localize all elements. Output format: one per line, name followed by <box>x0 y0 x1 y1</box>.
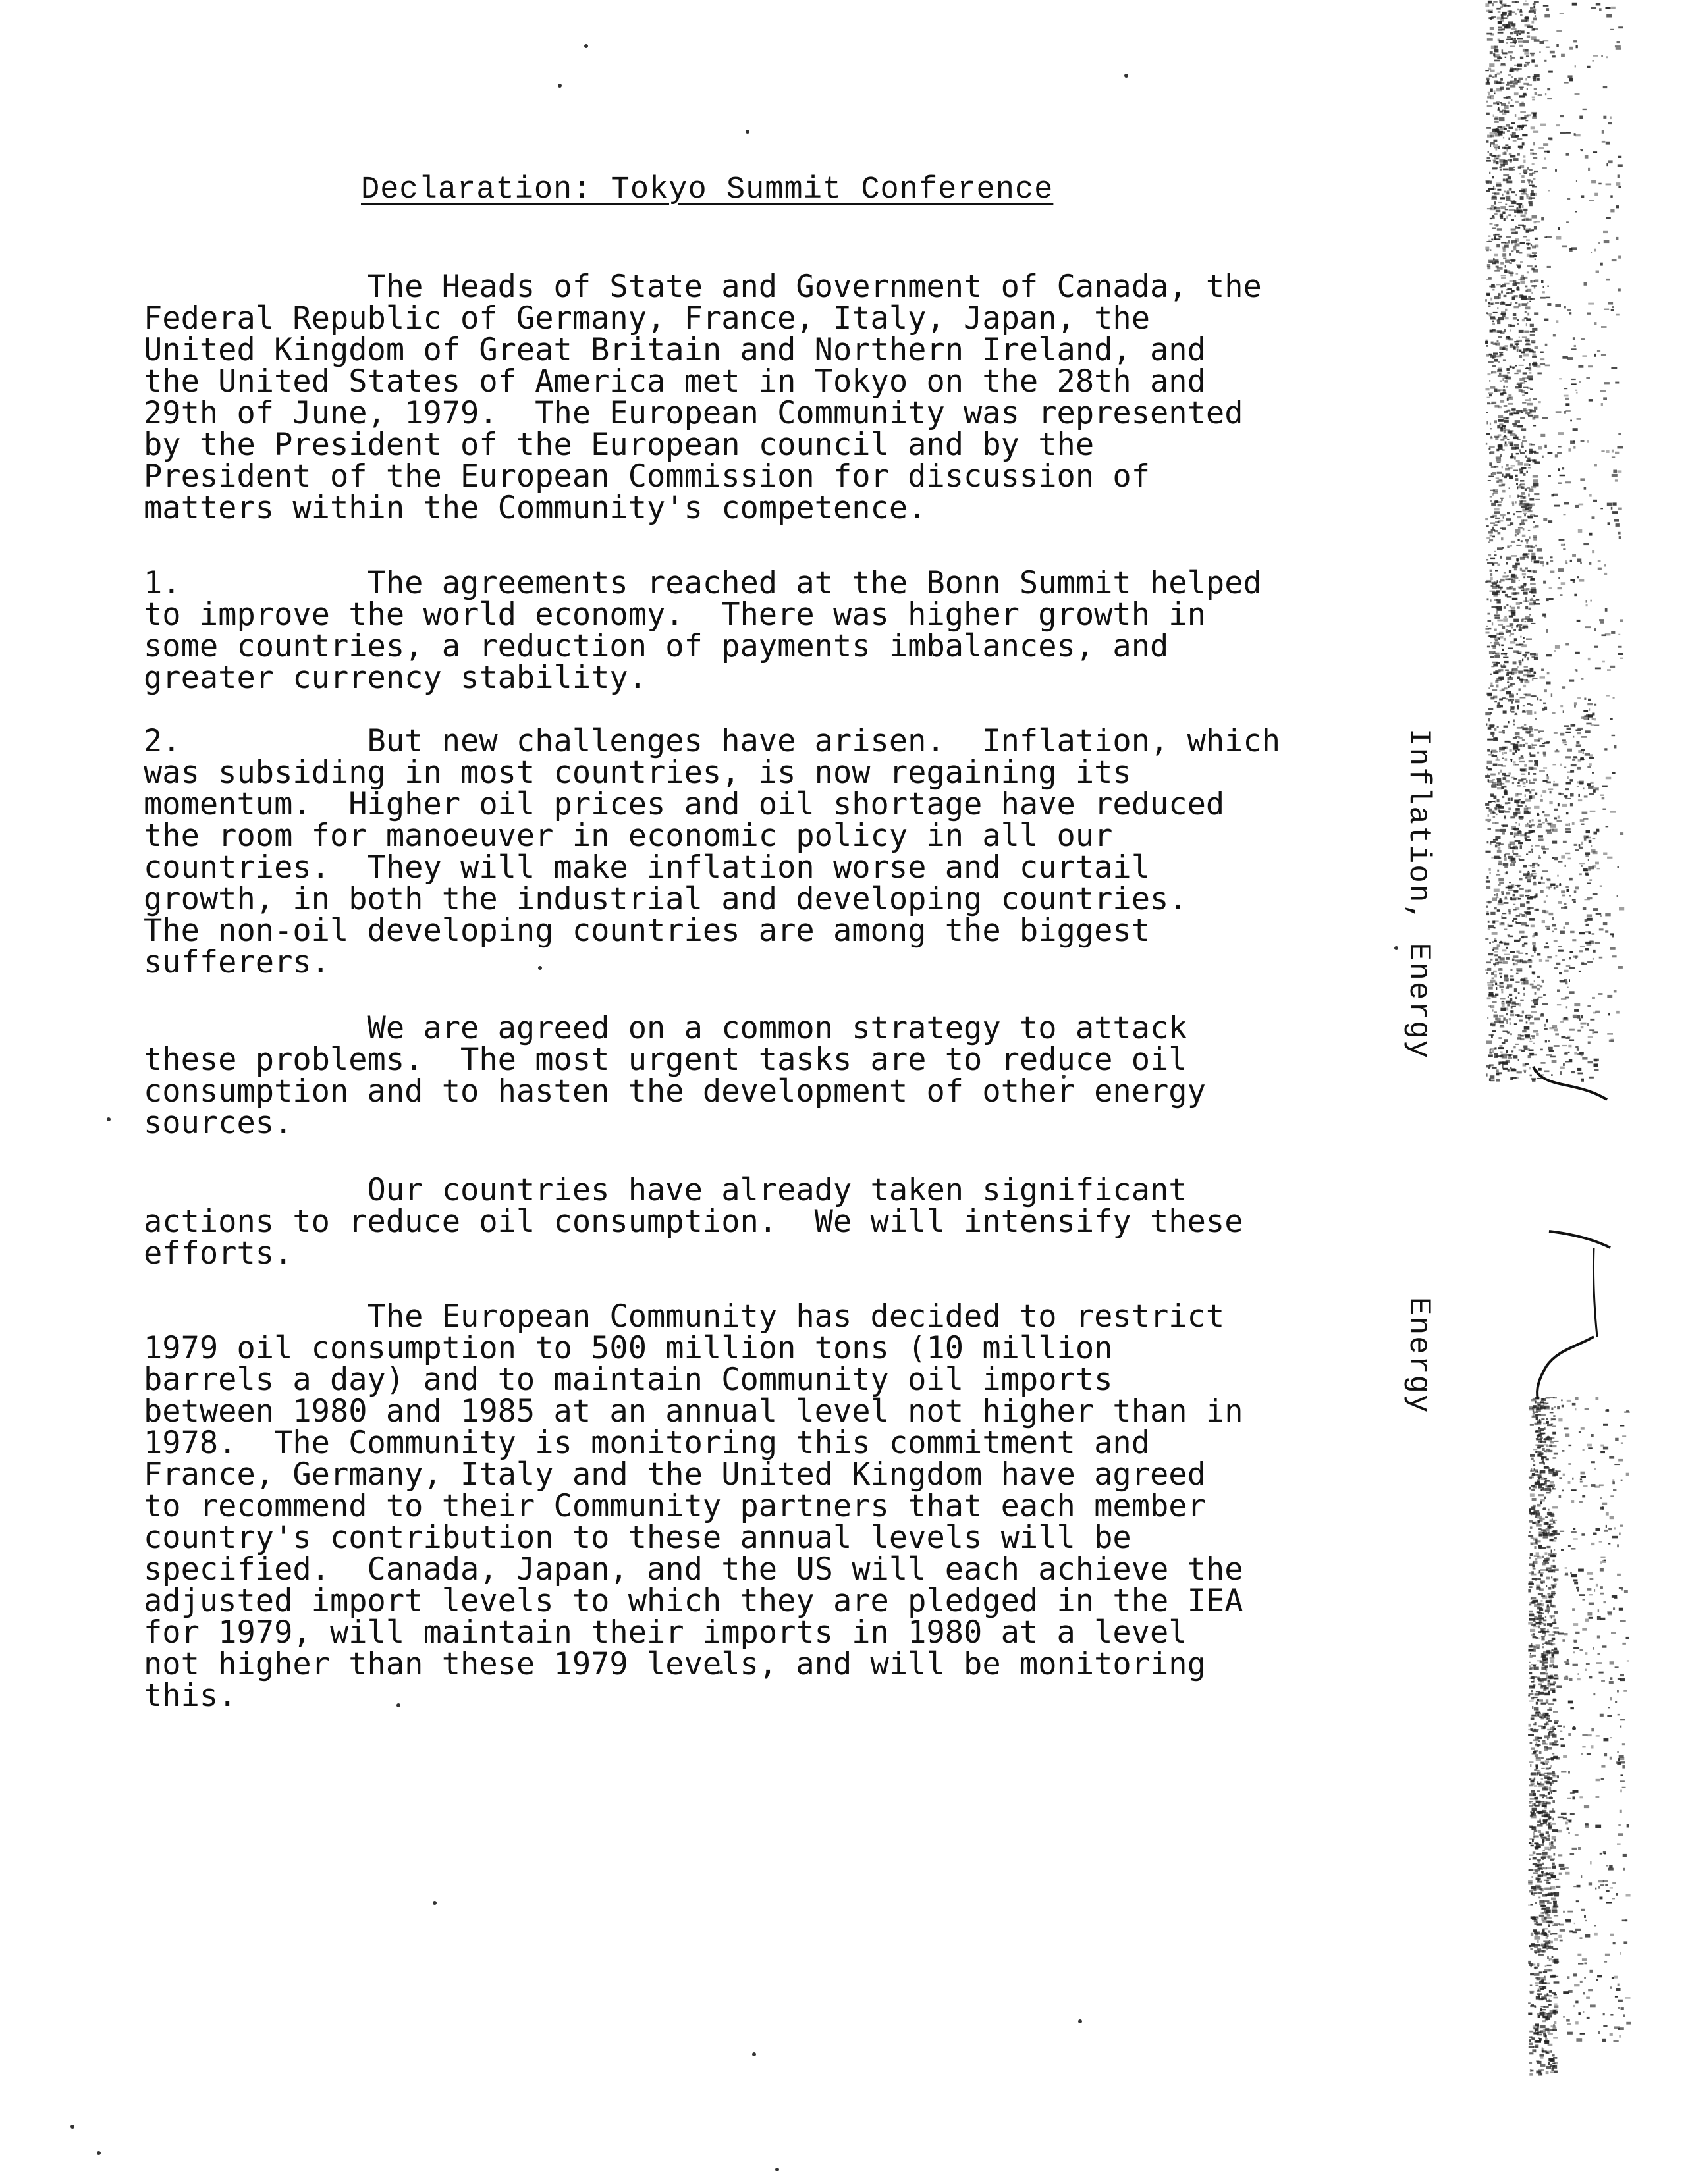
strategy-paragraph: We are agreed on a common strategy to attack these problems. The most urgent tasks are to reduce oil consumption and to hasten the development of other energy sources. <box>144 1010 1206 1141</box>
paragraph-2: 2. But new challenges have arisen. Inflation, which was subsiding in most countries, is now regaining its momentum. Higher oil prices and oil shortage have reduced the room for manoeuver in economic policy in all our countries. They will make inflation worse and curtail growth, in both the industrial and developing countries. The non-oil developing countries are among the biggest sufferers. <box>144 723 1281 980</box>
margin-note-energy: Energy <box>1402 1297 1436 1414</box>
intro-paragraph: The Heads of State and Government of Canada, the Federal Republic of Germany, France, Italy, Japan, the United Kingdom of Great Britain and Northern Ireland, and the United States of America met in Tokyo on the 28th and 29th of June, 1979. The European Community was represented by the President of the European council and by the President of the European Commission for discussion of matters within the Community's competence. <box>144 269 1262 526</box>
actions-paragraph: Our countries have already taken significant actions to reduce oil consumption. We will intensify these efforts. <box>144 1172 1243 1271</box>
margin-note-inflation-energy: Inflation, Energy <box>1402 728 1436 1060</box>
document-title: Declaration: Tokyo Summit Conference <box>361 173 1054 207</box>
paragraph-1: 1. The agreements reached at the Bonn Summit helped to improve the world economy. There was higher growth in some countries, a reduction of payments imbalances, and greater currency stability. <box>144 565 1262 696</box>
european-community-paragraph: The European Community has decided to restrict 1979 oil consumption to 500 million tons (10 million barrels a day) and to maintain Community oil imports between 1980 and 1985 at an annual level not higher than in 1978. The Community is monitoring this commitment and France, Germany, Italy and the United Kingdom have agreed to recommend to their Community partners that each member country's contribution to these annual levels will be specified. Canada, Japan, and the US will each achieve the adjusted import levels to which they are pledged in the IEA for 1979, will maintain their imports in 1980 at a level not higher than these 1979 levels, and will be monitoring this. <box>144 1298 1243 1714</box>
